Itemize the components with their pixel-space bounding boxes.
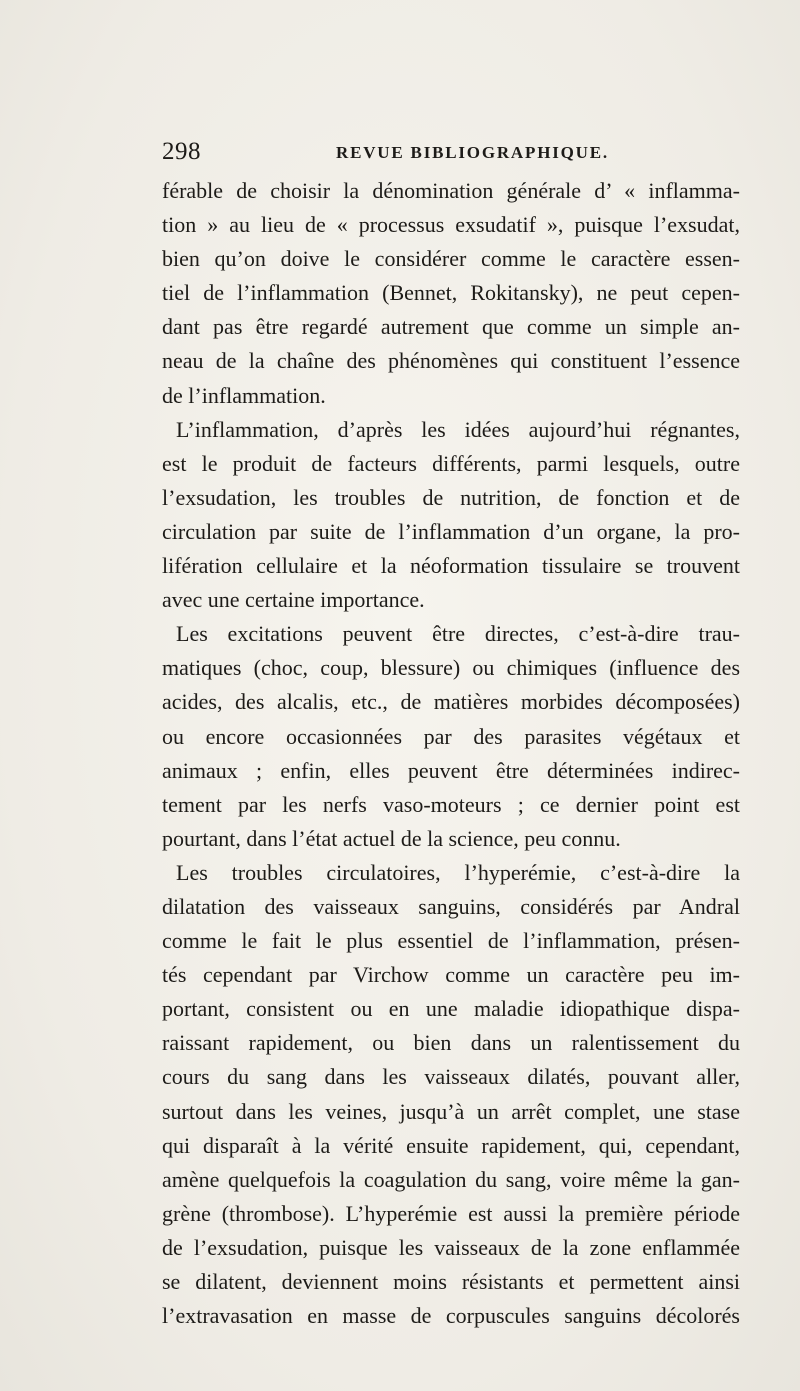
text-line: tement par les nerfs vaso-moteurs ; ce dernier point est: [162, 791, 740, 817]
text-line: se dilatent, deviennent moins résistants et permettent ainsi: [162, 1269, 740, 1294]
text-line: dilatation des vaisseaux sanguins, considérés par Andral: [162, 893, 740, 919]
text-line: cours du sang dans les vaisseaux dilatés, pouvant aller,: [162, 1064, 740, 1090]
text-line: l’exsudation, les troubles de nutrition, de fonction et de: [162, 484, 740, 510]
text-line: bien qu’on doive le considérer comme le caractère essen-: [162, 246, 740, 272]
text-line: neau de la chaîne des phénomènes qui constituent l’essence: [162, 348, 740, 374]
running-head: REVUE BIBLIOGRAPHIQUE.: [336, 143, 609, 162]
text-line: Les excitations peuvent être directes, c’est-à-dire trau-: [176, 621, 740, 647]
page-header: [162, 138, 744, 168]
text-line: de l’exsudation, puisque les vaisseaux de la zone enflammée: [162, 1234, 740, 1260]
text-line: dant pas être regardé autrement que comme un simple an-: [162, 314, 740, 340]
text-line: pourtant, dans l’état actuel de la science, peu connu.: [162, 825, 621, 851]
text-line: grène (thrombose). L’hyperémie est aussi la première période: [162, 1200, 740, 1226]
text-line: raissant rapidement, ou bien dans un ralentissement du: [162, 1030, 740, 1056]
text-line: l’extravasation en masse de corpuscules sanguins décolorés: [162, 1303, 740, 1329]
text-line: ou encore occasionnées par des parasites végétaux et: [162, 723, 740, 749]
text-line: qui disparaît à la vérité ensuite rapidement, qui, cependant,: [162, 1132, 740, 1158]
text-line: surtout dans les veines, jusqu’à un arrêt complet, une stase: [162, 1098, 740, 1124]
text-line: avec une certaine importance.: [162, 587, 425, 613]
text-line: amène quelquefois la coagulation du sang, voire même la gan-: [162, 1166, 740, 1192]
text-line: portant, consistent ou en une maladie idiopathique dispa-: [162, 996, 740, 1022]
text-line: matiques (choc, coup, blessure) ou chimiques (influence des: [162, 655, 740, 681]
text-line: L’inflammation, d’après les idées aujourd’hui régnantes,: [176, 416, 740, 442]
text-line: acides, des alcalis, etc., de matières morbides décomposées): [162, 689, 740, 715]
text-line: Les troubles circulatoires, l’hyperémie, c’est-à-dire la: [176, 859, 740, 885]
text-line: tés cependant par Virchow comme un caractère peu im-: [162, 962, 740, 988]
text-line: férable de choisir la dénomination générale d’ « inflamma-: [162, 178, 740, 203]
text-line: est le produit de facteurs différents, parmi lesquels, outre: [162, 450, 740, 476]
text-line: tiel de l’inflammation (Bennet, Rokitansky), ne peut cepen-: [162, 280, 740, 306]
text-line: animaux ; enfin, elles peuvent être déterminées indirec-: [162, 757, 740, 783]
body-text: [162, 174, 740, 1333]
text-line: tion » au lieu de « processus exsudatif », puisque l’exsudat,: [162, 212, 740, 238]
text-line: circulation par suite de l’inflammation d’un organe, la pro-: [162, 518, 740, 544]
page-number: 298: [162, 138, 201, 165]
text-line: lifération cellulaire et la néoformation tissulaire se trouvent: [162, 553, 740, 579]
text-line: de l’inflammation.: [162, 382, 326, 408]
text-line: comme le fait le plus essentiel de l’inflammation, présen-: [162, 928, 740, 954]
